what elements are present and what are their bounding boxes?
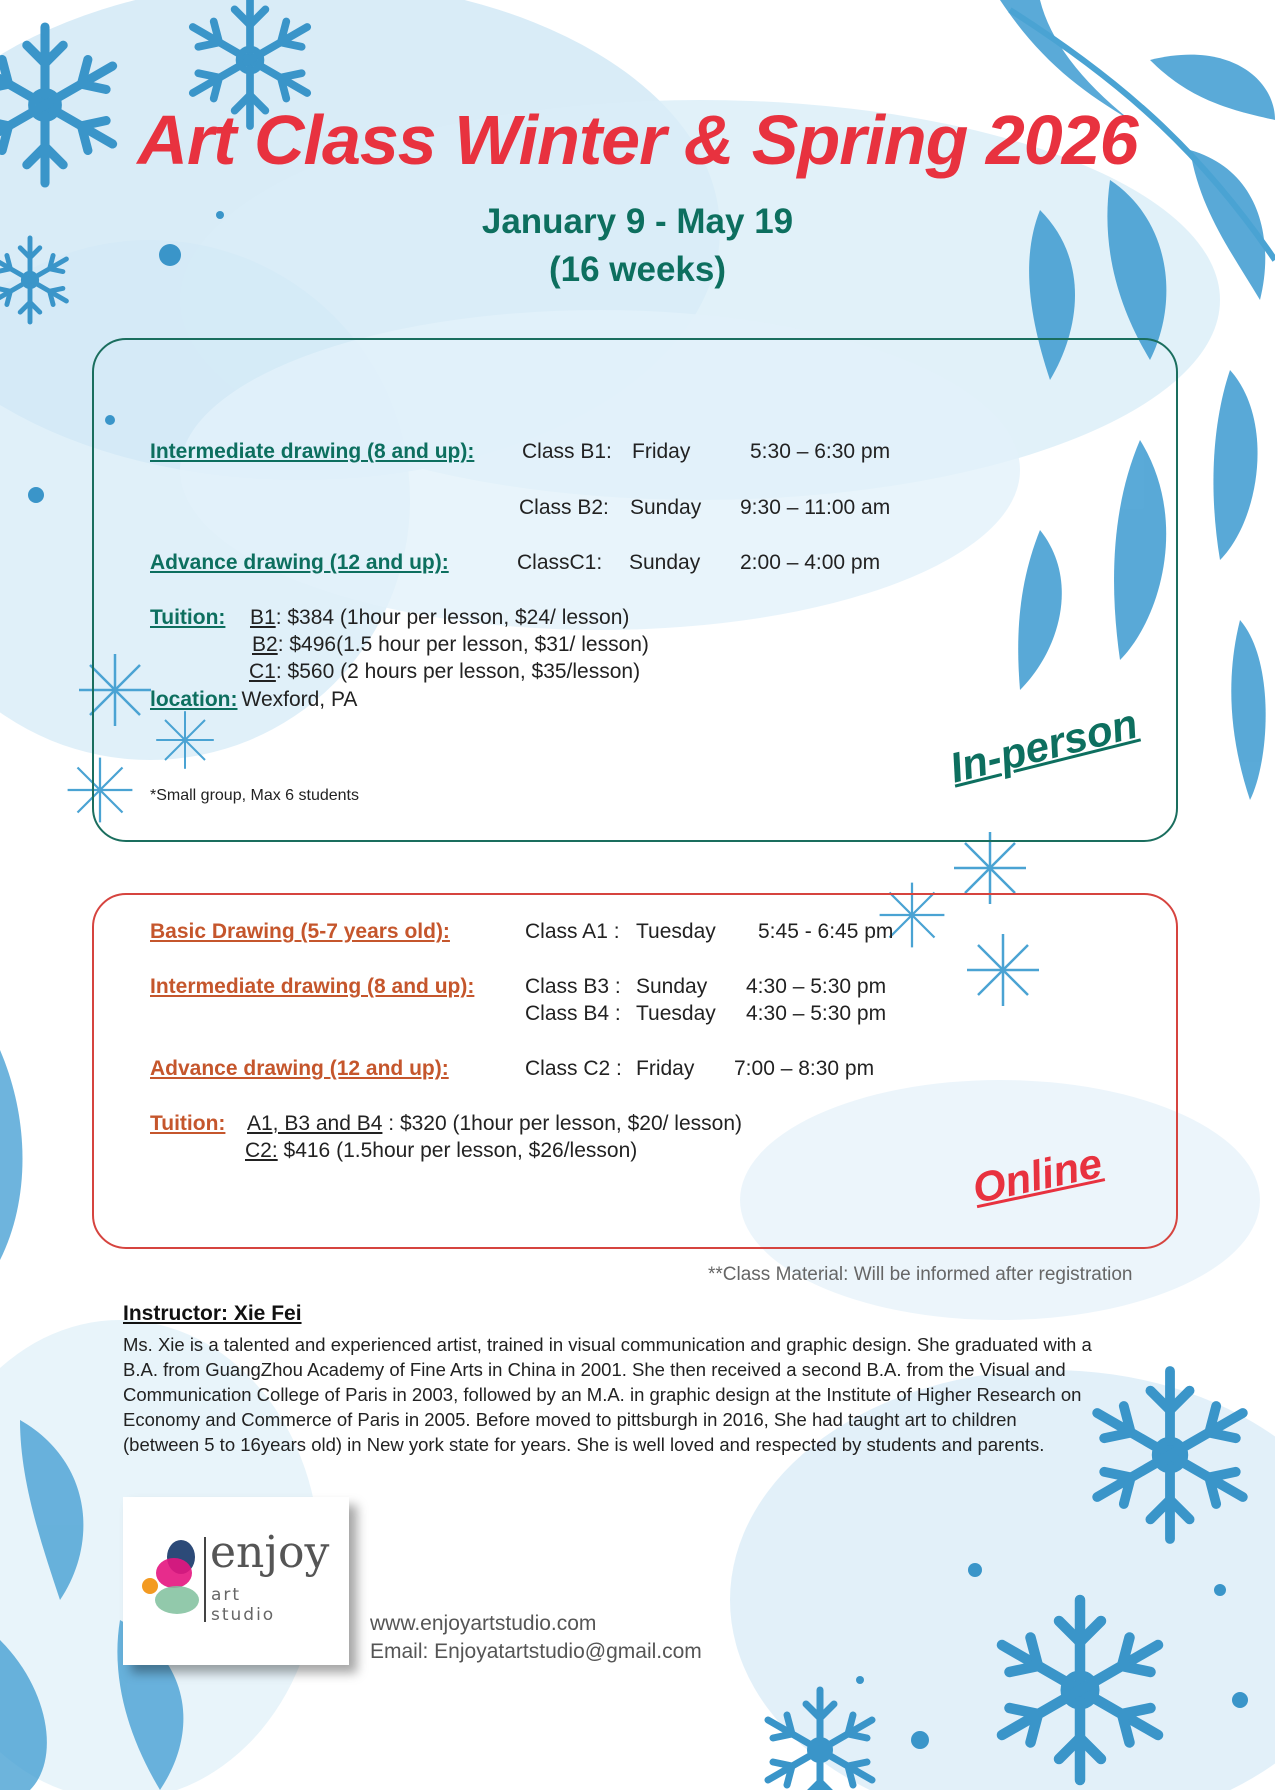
logo-line2: studio <box>211 1605 276 1625</box>
tuition-c2 <box>245 1139 637 1163</box>
tuition-b1 <box>250 606 629 630</box>
class-c2-day: Friday <box>636 1057 695 1080</box>
logo-line1: art <box>211 1585 242 1605</box>
bio-line: (between 5 to 16years old) in New york state for years. She is well loved and respected by students and parents. <box>123 1434 1045 1455</box>
online-tuition-label: Tuition: <box>150 1112 226 1135</box>
session-dates: January 9 - May 19 <box>481 202 794 241</box>
class-c2-time: 7:00 – 8:30 pm <box>734 1057 875 1080</box>
class-a1-name: Class A1 : <box>525 920 620 943</box>
tuition-c2-text: $416 (1.5hour per lesson, $26/lesson) <box>277 1139 638 1162</box>
tuition-c2-code: C2: <box>245 1139 278 1162</box>
location-row <box>150 688 357 712</box>
online-advance-label: Advance drawing (12 and up): <box>150 1057 449 1080</box>
tuition-c1-text: : $560 (2 hours per lesson, $35/lesson) <box>275 660 641 683</box>
tuition-c1 <box>249 660 640 684</box>
tuition-b1-code: B1 <box>250 606 276 629</box>
class-a1-time: 5:45 - 6:45 pm <box>758 920 894 943</box>
session-duration: (16 weeks) <box>548 250 727 289</box>
class-c1-day: Sunday <box>629 551 701 574</box>
email-link[interactable]: Email: Enjoyatartstudio@gmail.com <box>370 1640 702 1663</box>
class-material-note: **Class Material: Will be informed after registration <box>708 1264 1133 1285</box>
inperson-intermediate-label: Intermediate drawing (8 and up): <box>150 440 475 463</box>
class-b3-day: Sunday <box>636 975 708 998</box>
page-title: Art Class Winter & Spring 2026 <box>137 101 1138 179</box>
instructor-heading: Instructor: Xie Fei <box>123 1302 302 1325</box>
class-c2-name: Class C2 : <box>525 1057 622 1080</box>
bio-line: Ms. Xie is a talented and experienced artist, trained in visual communication and graphic design. She graduated with a <box>123 1334 1092 1355</box>
class-b1-day: Friday <box>632 440 691 463</box>
tuition-b2-code: B2 <box>252 633 278 656</box>
class-c1-time: 2:00 – 4:00 pm <box>740 551 881 574</box>
tuition-b1-text: : $384 (1hour per lesson, $24/ lesson) <box>275 606 630 629</box>
class-b4-name: Class B4 : <box>525 1002 621 1025</box>
tuition-a1-b3-b4-code: A1, B3 and B4 <box>247 1112 383 1135</box>
small-group-note: *Small group, Max 6 students <box>150 787 359 804</box>
logo-word: enjoy <box>210 1527 330 1578</box>
online-intermediate-label: Intermediate drawing (8 and up): <box>150 975 475 998</box>
in-person-stamp: In-person <box>945 699 1143 792</box>
class-b1-time: 5:30 – 6:30 pm <box>750 440 891 463</box>
class-b1-name: Class B1: <box>522 440 612 463</box>
class-b2-day: Sunday <box>630 496 702 519</box>
website-link[interactable]: www.enjoyartstudio.com <box>370 1612 597 1635</box>
class-b4-day: Tuesday <box>636 1002 716 1025</box>
class-c1-name: ClassC1: <box>517 551 603 574</box>
bio-line: Communication College of Paris in 2003, followed by an M.A. in graphic design at the Institute of Higher Research on <box>123 1384 1082 1405</box>
enjoy-art-studio-logo <box>123 1497 349 1665</box>
bio-line: Economy and Commerce of Paris in 2005. Before moved to pittsburgh in 2016, She had taught art to children <box>123 1409 1017 1430</box>
class-a1-day: Tuesday <box>636 920 716 943</box>
tuition-c1-code: C1 <box>249 660 276 683</box>
tuition-a1-b3-b4-text: : $320 (1hour per lesson, $20/ lesson) <box>382 1112 742 1135</box>
inperson-advance-label: Advance drawing (12 and up): <box>150 551 449 574</box>
location-label: location: <box>150 688 238 711</box>
class-b3-name: Class B3 : <box>525 975 621 998</box>
online-stamp: Online <box>968 1138 1107 1213</box>
inperson-tuition-label: Tuition: <box>150 606 226 629</box>
tuition-b2 <box>252 633 649 657</box>
tuition-b2-text: : $496(1.5 hour per lesson, $31/ lesson) <box>277 633 649 656</box>
tuition-a1-b3-b4 <box>247 1112 742 1136</box>
class-b2-time: 9:30 – 11:00 am <box>740 496 891 519</box>
class-b2-name: Class B2: <box>519 496 609 519</box>
online-basic-label: Basic Drawing (5-7 years old): <box>150 920 450 943</box>
logo-mark-icon <box>123 1497 349 1665</box>
location-value: Wexford, PA <box>241 688 358 711</box>
class-b3-time: 4:30 – 5:30 pm <box>746 975 887 998</box>
class-b4-time: 4:30 – 5:30 pm <box>746 1002 887 1025</box>
bio-line: B.A. from GuangZhou Academy of Fine Arts in China in 2001. She then received a second B.A. from the Visual and <box>123 1359 1066 1380</box>
instructor-bio <box>123 1332 1163 1457</box>
